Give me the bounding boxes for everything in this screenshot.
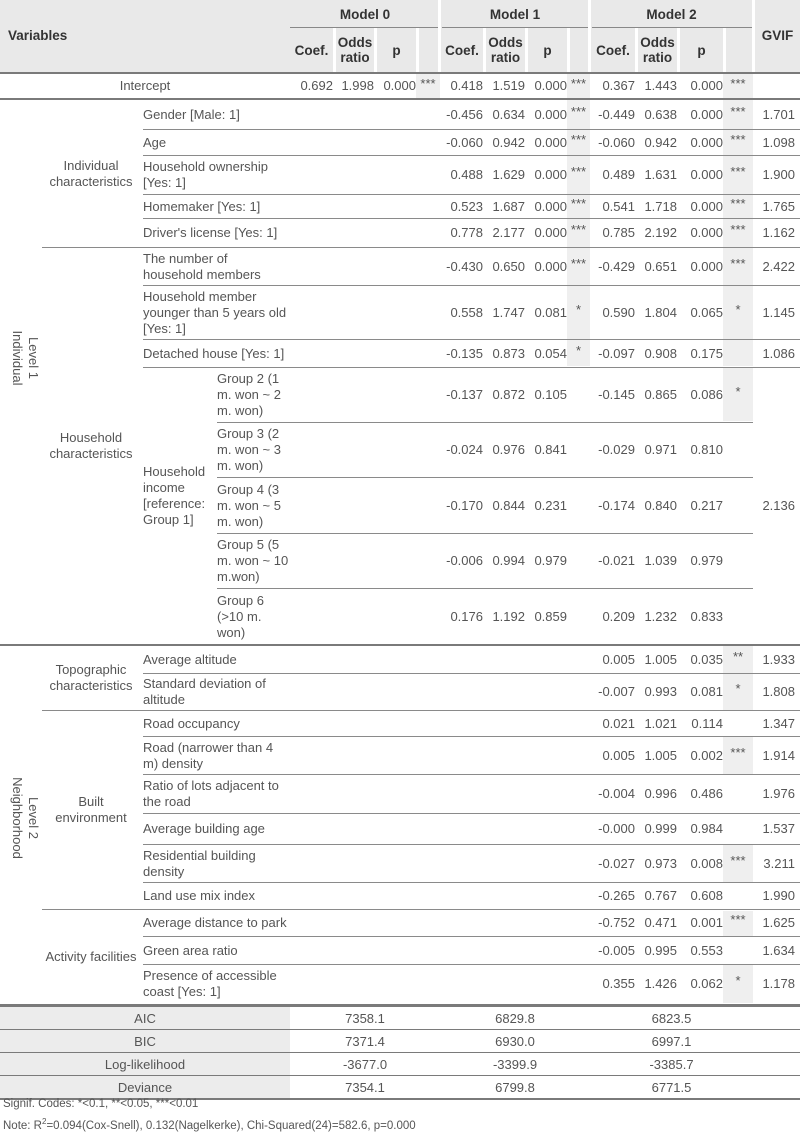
cell-value: 0.634 (492, 106, 525, 122)
cell-value (440, 910, 483, 936)
cell-value: 0.000 (690, 198, 723, 214)
cell-value: 0.984 (690, 821, 723, 836)
variable-label: Green area ratio (143, 942, 238, 958)
variable-label: Gender [Male: 1] (143, 106, 240, 122)
gvif-value: 1.808 (762, 684, 795, 699)
sig-stars: *** (570, 164, 587, 179)
sig-stars (567, 365, 590, 419)
sig-stars: *** (730, 164, 746, 179)
gvif-value: 1.765 (762, 198, 795, 214)
gvif-value: 1.086 (762, 345, 795, 361)
variable-label: Age (143, 134, 167, 150)
cell-value (525, 965, 567, 1003)
gvif-value: 1.347 (762, 715, 795, 731)
fit-row (0, 1007, 800, 1029)
cell-value (525, 674, 567, 710)
fit-value-m1: -3399.9 (492, 1056, 538, 1072)
cell-value: 0.000 (690, 258, 723, 274)
sig-stars: * (735, 973, 741, 988)
variable-label: Homemaker [Yes: 1] (143, 198, 261, 214)
cell-value: 0.217 (690, 497, 723, 513)
variable-label: Standard deviation of altitude (143, 676, 266, 707)
household-income-label: Household income [reference: Group 1] (143, 464, 206, 527)
cell-value: 1.232 (644, 608, 677, 624)
cell-value: 0.841 (534, 442, 567, 457)
sig-stars: * (575, 342, 582, 358)
cell-value: 0.000 (690, 167, 723, 182)
intercept-label: Intercept (119, 78, 171, 93)
sig-stars: *** (570, 255, 587, 271)
fit-value-m2: -3385.7 (649, 1056, 694, 1072)
cell-value (440, 775, 483, 813)
cell-value: 1.747 (492, 304, 525, 320)
sig-stars: * (735, 384, 741, 399)
cell-value: 0.000 (383, 78, 416, 93)
variable-label: Detached house [Yes: 1] (143, 345, 285, 361)
gvif-value: 1.162 (762, 225, 795, 240)
cell-value: 0.471 (644, 915, 677, 930)
sig-stars (567, 880, 590, 906)
cell-value: 0.767 (644, 888, 677, 903)
cell-value: 0.908 (644, 345, 677, 361)
cell-value: 1.039 (644, 553, 677, 568)
cell-value (483, 775, 525, 813)
cell-value: 1.998 (341, 78, 374, 93)
cell-value: -0.137 (446, 387, 483, 402)
sig-stars (567, 643, 590, 670)
cell-value (483, 646, 525, 673)
sig-stars (723, 708, 753, 733)
cell-value: -0.170 (446, 497, 483, 513)
sig-stars: *** (570, 76, 587, 91)
fit-value-m1: 6799.8 (495, 1079, 535, 1095)
cell-value: 0.638 (644, 106, 677, 122)
cell-value: -0.265 (598, 888, 635, 903)
cell-value: 0.859 (534, 608, 567, 624)
cell-value (525, 845, 567, 882)
sig-stars: ** (732, 648, 744, 664)
cell-value (483, 845, 525, 882)
fit-row (0, 1053, 800, 1075)
cell-value: 0.833 (690, 608, 723, 624)
cell-value: -0.145 (598, 387, 635, 402)
cell-value: 0.021 (602, 715, 635, 731)
cell-value: 0.976 (492, 442, 525, 457)
cell-value: 1.629 (492, 167, 525, 182)
cell-value: -0.752 (598, 915, 635, 930)
cell-value: -0.005 (598, 942, 635, 958)
gvif-value: 2.422 (762, 258, 795, 274)
cell-value: -0.007 (598, 684, 635, 699)
cell-value: 0.000 (690, 78, 723, 93)
sig-stars: *** (570, 131, 587, 147)
cell-value (525, 814, 567, 844)
gvif-value: 1.990 (762, 888, 795, 903)
model-1-header: Model 1 (489, 7, 541, 22)
cell-value: 0.005 (602, 747, 635, 763)
sig-stars: *** (420, 76, 436, 91)
cell-value (440, 646, 483, 673)
m1-odds-header: Odds ratio (486, 28, 525, 72)
sig-stars (723, 475, 753, 530)
cell-value: 0.785 (602, 225, 635, 240)
gvif-value: 2.136 (762, 498, 795, 513)
cell-value: 0.778 (450, 225, 483, 240)
cell-value: 0.872 (492, 387, 525, 402)
cell-value (440, 965, 483, 1003)
fit-value-m2: 6771.5 (651, 1079, 692, 1095)
cell-value: 0.054 (534, 345, 567, 361)
cell-value: 0.000 (534, 78, 567, 93)
cell-value (525, 937, 567, 964)
sig-stars (723, 420, 753, 474)
sig-stars: * (575, 301, 582, 317)
variable-label: Household member younger than 5 years old [Yes: 1] (143, 288, 287, 336)
signif-codes-note: Signif. Codes: *<0.1, **<0.05, ***<0.01 (3, 1098, 199, 1110)
sig-stars: *** (730, 912, 746, 927)
cell-value: 0.081 (534, 304, 567, 320)
gvif-header: GVIF (761, 28, 794, 43)
cell-value: 0.488 (450, 167, 483, 182)
sig-stars: *** (570, 103, 587, 119)
cell-value: 0.865 (644, 387, 677, 402)
cell-value: -0.174 (598, 497, 635, 513)
variable-label: Road occupancy (143, 715, 240, 731)
m1-coef-header: Coef. (441, 28, 483, 72)
fit-value-m1: 6930.0 (495, 1033, 535, 1049)
cell-value: 1.519 (492, 78, 525, 93)
variable-label: Group 6 (>10 m. won) (217, 592, 264, 640)
cell-value: 0.002 (690, 747, 723, 763)
variable-label: Road (narrower than 4 m) density (143, 739, 274, 771)
variable-label: Group 3 (2 m. won ~ 3 m. won) (217, 426, 281, 473)
cell-value (525, 711, 567, 736)
cell-value (483, 814, 525, 844)
sig-stars (567, 671, 590, 707)
cell-value: 0.651 (644, 258, 677, 274)
sig-stars: * (735, 301, 741, 317)
cell-value: -0.029 (598, 442, 635, 457)
m2-p-header: p (680, 28, 723, 72)
m0-p-header: p (377, 28, 416, 72)
fit-value-m0: -3677.0 (342, 1056, 388, 1072)
gvif-value: 1.537 (762, 821, 795, 836)
sig-stars: *** (730, 131, 746, 147)
fit-label: Log-likelihood (0, 1053, 290, 1075)
variable-label: Average building age (143, 821, 265, 836)
group-household-characteristics: Household characteristics (49, 430, 133, 461)
cell-value (440, 674, 483, 710)
cell-value: 0.523 (450, 198, 483, 214)
cell-value (483, 711, 525, 736)
cell-value: -0.027 (598, 855, 635, 871)
cell-value (525, 737, 567, 774)
cell-value: 2.177 (492, 225, 525, 240)
gvif-value: 1.976 (762, 786, 795, 801)
model-2-header: Model 2 (646, 7, 697, 22)
fit-label: BIC (0, 1030, 290, 1052)
cell-value (483, 883, 525, 909)
sig-stars (567, 772, 590, 810)
fit-row (0, 1076, 800, 1098)
cell-value: 0.065 (690, 304, 723, 320)
cell-value: 0.942 (644, 134, 677, 150)
cell-value (440, 737, 483, 774)
cell-value: 0.008 (690, 855, 723, 871)
cell-value: 0.114 (691, 715, 723, 731)
sig-stars (567, 811, 590, 841)
cell-value (483, 965, 525, 1003)
variables-header: Variables (8, 28, 68, 43)
m2-coef-header: Coef. (591, 28, 635, 72)
sig-stars (567, 734, 590, 771)
fit-value-m0: 7358.1 (345, 1010, 385, 1026)
cell-value: 0.000 (534, 225, 567, 240)
cell-value: -0.021 (598, 553, 635, 568)
cell-value: 0.994 (492, 553, 525, 568)
sig-stars: *** (730, 255, 746, 271)
cell-value: 1.443 (644, 78, 677, 93)
cell-value: 0.973 (644, 855, 677, 871)
cell-value: 0.176 (450, 608, 483, 624)
cell-value: -0.429 (598, 258, 635, 274)
gvif-value: 1.625 (762, 915, 795, 930)
group-individual-characteristics: Individual characteristics (49, 157, 133, 189)
cell-value: 0.231 (534, 497, 567, 513)
variable-label: Group 5 (5 m. won ~ 10 m.won) (217, 537, 289, 584)
cell-value (440, 845, 483, 882)
cell-value: 0.650 (492, 258, 525, 274)
variable-label: Group 2 (1 m. won ~ 2 m. won) (217, 371, 281, 418)
cell-value: 1.192 (492, 608, 525, 624)
variable-label: Land use mix index (143, 888, 256, 903)
cell-value (440, 711, 483, 736)
m0-odds-header: Odds ratio (336, 28, 374, 72)
cell-value: 2.192 (644, 225, 677, 240)
cell-value (440, 937, 483, 964)
cell-value: 0.999 (644, 821, 677, 836)
cell-value: 0.000 (690, 106, 723, 122)
variable-label: Ratio of lots adjacent to the road (143, 778, 279, 809)
cell-value: 1.631 (644, 167, 677, 182)
cell-value (525, 910, 567, 936)
gvif-value: 1.634 (762, 942, 795, 958)
sig-stars (567, 907, 590, 933)
cell-value (483, 937, 525, 964)
sig-stars (567, 586, 590, 641)
gvif-value: 1.145 (762, 304, 795, 320)
cell-value: -0.449 (598, 106, 635, 122)
m2-odds-header: Odds ratio (638, 28, 677, 72)
cell-value: 0.873 (492, 345, 525, 361)
sig-stars (567, 962, 590, 1000)
fit-value-m2: 6823.5 (651, 1010, 692, 1026)
cell-value: -0.000 (598, 821, 635, 836)
sig-stars: *** (730, 195, 746, 211)
cell-value: 0.996 (644, 786, 677, 801)
fit-label: Deviance (0, 1076, 290, 1098)
cell-value: 0.608 (690, 888, 723, 903)
cell-value: 0.995 (644, 942, 677, 958)
variable-label: Group 4 (3 m. won ~ 5 m. won) (217, 481, 281, 529)
variable-label: Average distance to park (143, 915, 287, 930)
cell-value: 1.426 (644, 976, 677, 991)
gvif-value: 1.933 (762, 651, 795, 667)
cell-value (483, 910, 525, 936)
cell-value: 0.692 (300, 78, 333, 93)
sig-stars (723, 531, 753, 585)
sig-stars: *** (730, 76, 746, 91)
cell-value: 0.541 (602, 198, 635, 214)
fit-value-m0: 7354.1 (345, 1079, 385, 1095)
cell-value: 0.209 (602, 608, 635, 624)
sig-stars: *** (730, 222, 746, 237)
gvif-value: 1.098 (762, 134, 795, 150)
sig-stars: *** (730, 744, 746, 760)
cell-value: 1.718 (644, 198, 677, 214)
cell-value: 0.062 (690, 976, 723, 991)
sig-stars (567, 934, 590, 961)
cell-value: 0.000 (534, 134, 567, 150)
cell-value: -0.097 (598, 345, 635, 361)
sig-stars (723, 337, 753, 364)
cell-value (440, 883, 483, 909)
cell-value: 0.001 (690, 915, 723, 930)
cell-value: 0.993 (644, 684, 677, 699)
gvif-value: 1.178 (762, 976, 795, 991)
cell-value: -0.060 (598, 134, 635, 150)
cell-value: 0.971 (644, 442, 677, 457)
cell-value: 0.840 (644, 497, 677, 513)
fit-value-m1: 6829.8 (495, 1010, 535, 1026)
cell-value: -0.024 (446, 442, 483, 457)
cell-value: 0.590 (602, 304, 635, 320)
level-2-label: Level 2 Neighborhood (10, 777, 41, 859)
cell-value: -0.060 (446, 134, 483, 150)
cell-value (525, 883, 567, 909)
cell-value: 0.979 (690, 553, 723, 568)
cell-value (483, 674, 525, 710)
group-built-environment: Built environment (55, 794, 127, 825)
model-fit-note: Note: $R^2=0.094(Cox-Snell)$, 0.132(Nagelkerke), Chi-Squared(24)=582.6, p=0.000 (3, 1117, 416, 1132)
variable-label: The number of household members (143, 250, 261, 282)
cell-value: -0.135 (446, 345, 483, 361)
fit-value-m2: 6997.1 (651, 1033, 692, 1049)
cell-value: 1.005 (644, 651, 677, 667)
cell-value: 0.086 (690, 387, 723, 402)
m1-p-header: p (528, 28, 567, 72)
cell-value: -0.006 (446, 553, 483, 568)
cell-value: 1.021 (644, 715, 677, 731)
variable-label: Household ownership [Yes: 1] (143, 159, 269, 190)
cell-value: 0.000 (534, 198, 567, 214)
gvif-value: 1.914 (762, 747, 795, 763)
cell-value: -0.456 (446, 106, 483, 122)
cell-value: 0.005 (602, 651, 635, 667)
cell-value: 0.035 (690, 651, 723, 667)
sig-stars (723, 880, 753, 906)
variable-label: Average altitude (143, 651, 237, 667)
cell-value: 1.687 (492, 198, 525, 214)
sig-stars (723, 934, 753, 961)
variable-label: Residential building density (143, 847, 256, 879)
sig-stars: *** (730, 852, 746, 868)
fit-row (0, 1030, 800, 1052)
sig-stars (567, 420, 590, 474)
gvif-value: 1.900 (762, 167, 795, 182)
sig-stars (567, 531, 590, 585)
model-0-header: Model 0 (339, 7, 391, 22)
sig-stars: * (735, 681, 741, 696)
cell-value: 1.804 (644, 304, 677, 320)
cell-value: 0.367 (602, 78, 635, 93)
cell-value (525, 646, 567, 673)
cell-value: 0.558 (450, 304, 483, 320)
cell-value: 0.081 (690, 684, 723, 699)
cell-value: 0.000 (534, 106, 567, 122)
sig-stars (723, 811, 753, 841)
cell-value: 0.000 (534, 258, 567, 274)
cell-value (483, 737, 525, 774)
cell-value (525, 775, 567, 813)
variable-label: Driver's license [Yes: 1] (143, 225, 278, 240)
sig-stars: *** (730, 103, 746, 119)
cell-value: 0.979 (534, 553, 567, 568)
sig-stars (723, 586, 753, 641)
m0-coef-header: Coef. (290, 28, 333, 72)
cell-value: 0.000 (690, 225, 723, 240)
gvif-value: 3.211 (763, 855, 795, 871)
cell-value: -0.004 (598, 786, 635, 801)
sig-stars: *** (570, 195, 587, 211)
cell-value (440, 814, 483, 844)
cell-value: 0.810 (690, 442, 723, 457)
cell-value: -0.430 (446, 258, 483, 274)
cell-value: 0.844 (492, 497, 525, 513)
cell-value: 0.418 (450, 78, 483, 93)
cell-value: 0.553 (690, 942, 723, 958)
fit-label: AIC (0, 1007, 290, 1029)
level-1-label: Level 1 Individual (10, 330, 41, 386)
cell-value: 0.942 (492, 134, 525, 150)
variable-label: Presence of accessible coast [Yes: 1] (143, 968, 277, 999)
cell-value: 1.005 (644, 747, 677, 763)
sig-stars: *** (570, 222, 587, 237)
cell-value: 0.000 (690, 134, 723, 150)
fit-value-m0: 7371.4 (345, 1033, 385, 1049)
group-topographic-characteristics: Topographic characteristics (49, 662, 133, 693)
cell-value: 0.486 (690, 786, 723, 801)
group-activity-facilities: Activity facilities (45, 949, 137, 964)
sig-stars (723, 772, 753, 810)
cell-value: 0.105 (534, 387, 567, 402)
sig-stars (567, 708, 590, 733)
cell-value: 0.355 (602, 976, 635, 991)
cell-value: 0.175 (690, 345, 723, 361)
gvif-value: 1.701 (762, 106, 795, 122)
cell-value: 0.489 (602, 167, 635, 182)
cell-value: 0.000 (534, 167, 567, 182)
sig-stars (567, 842, 590, 879)
sig-stars (567, 475, 590, 530)
